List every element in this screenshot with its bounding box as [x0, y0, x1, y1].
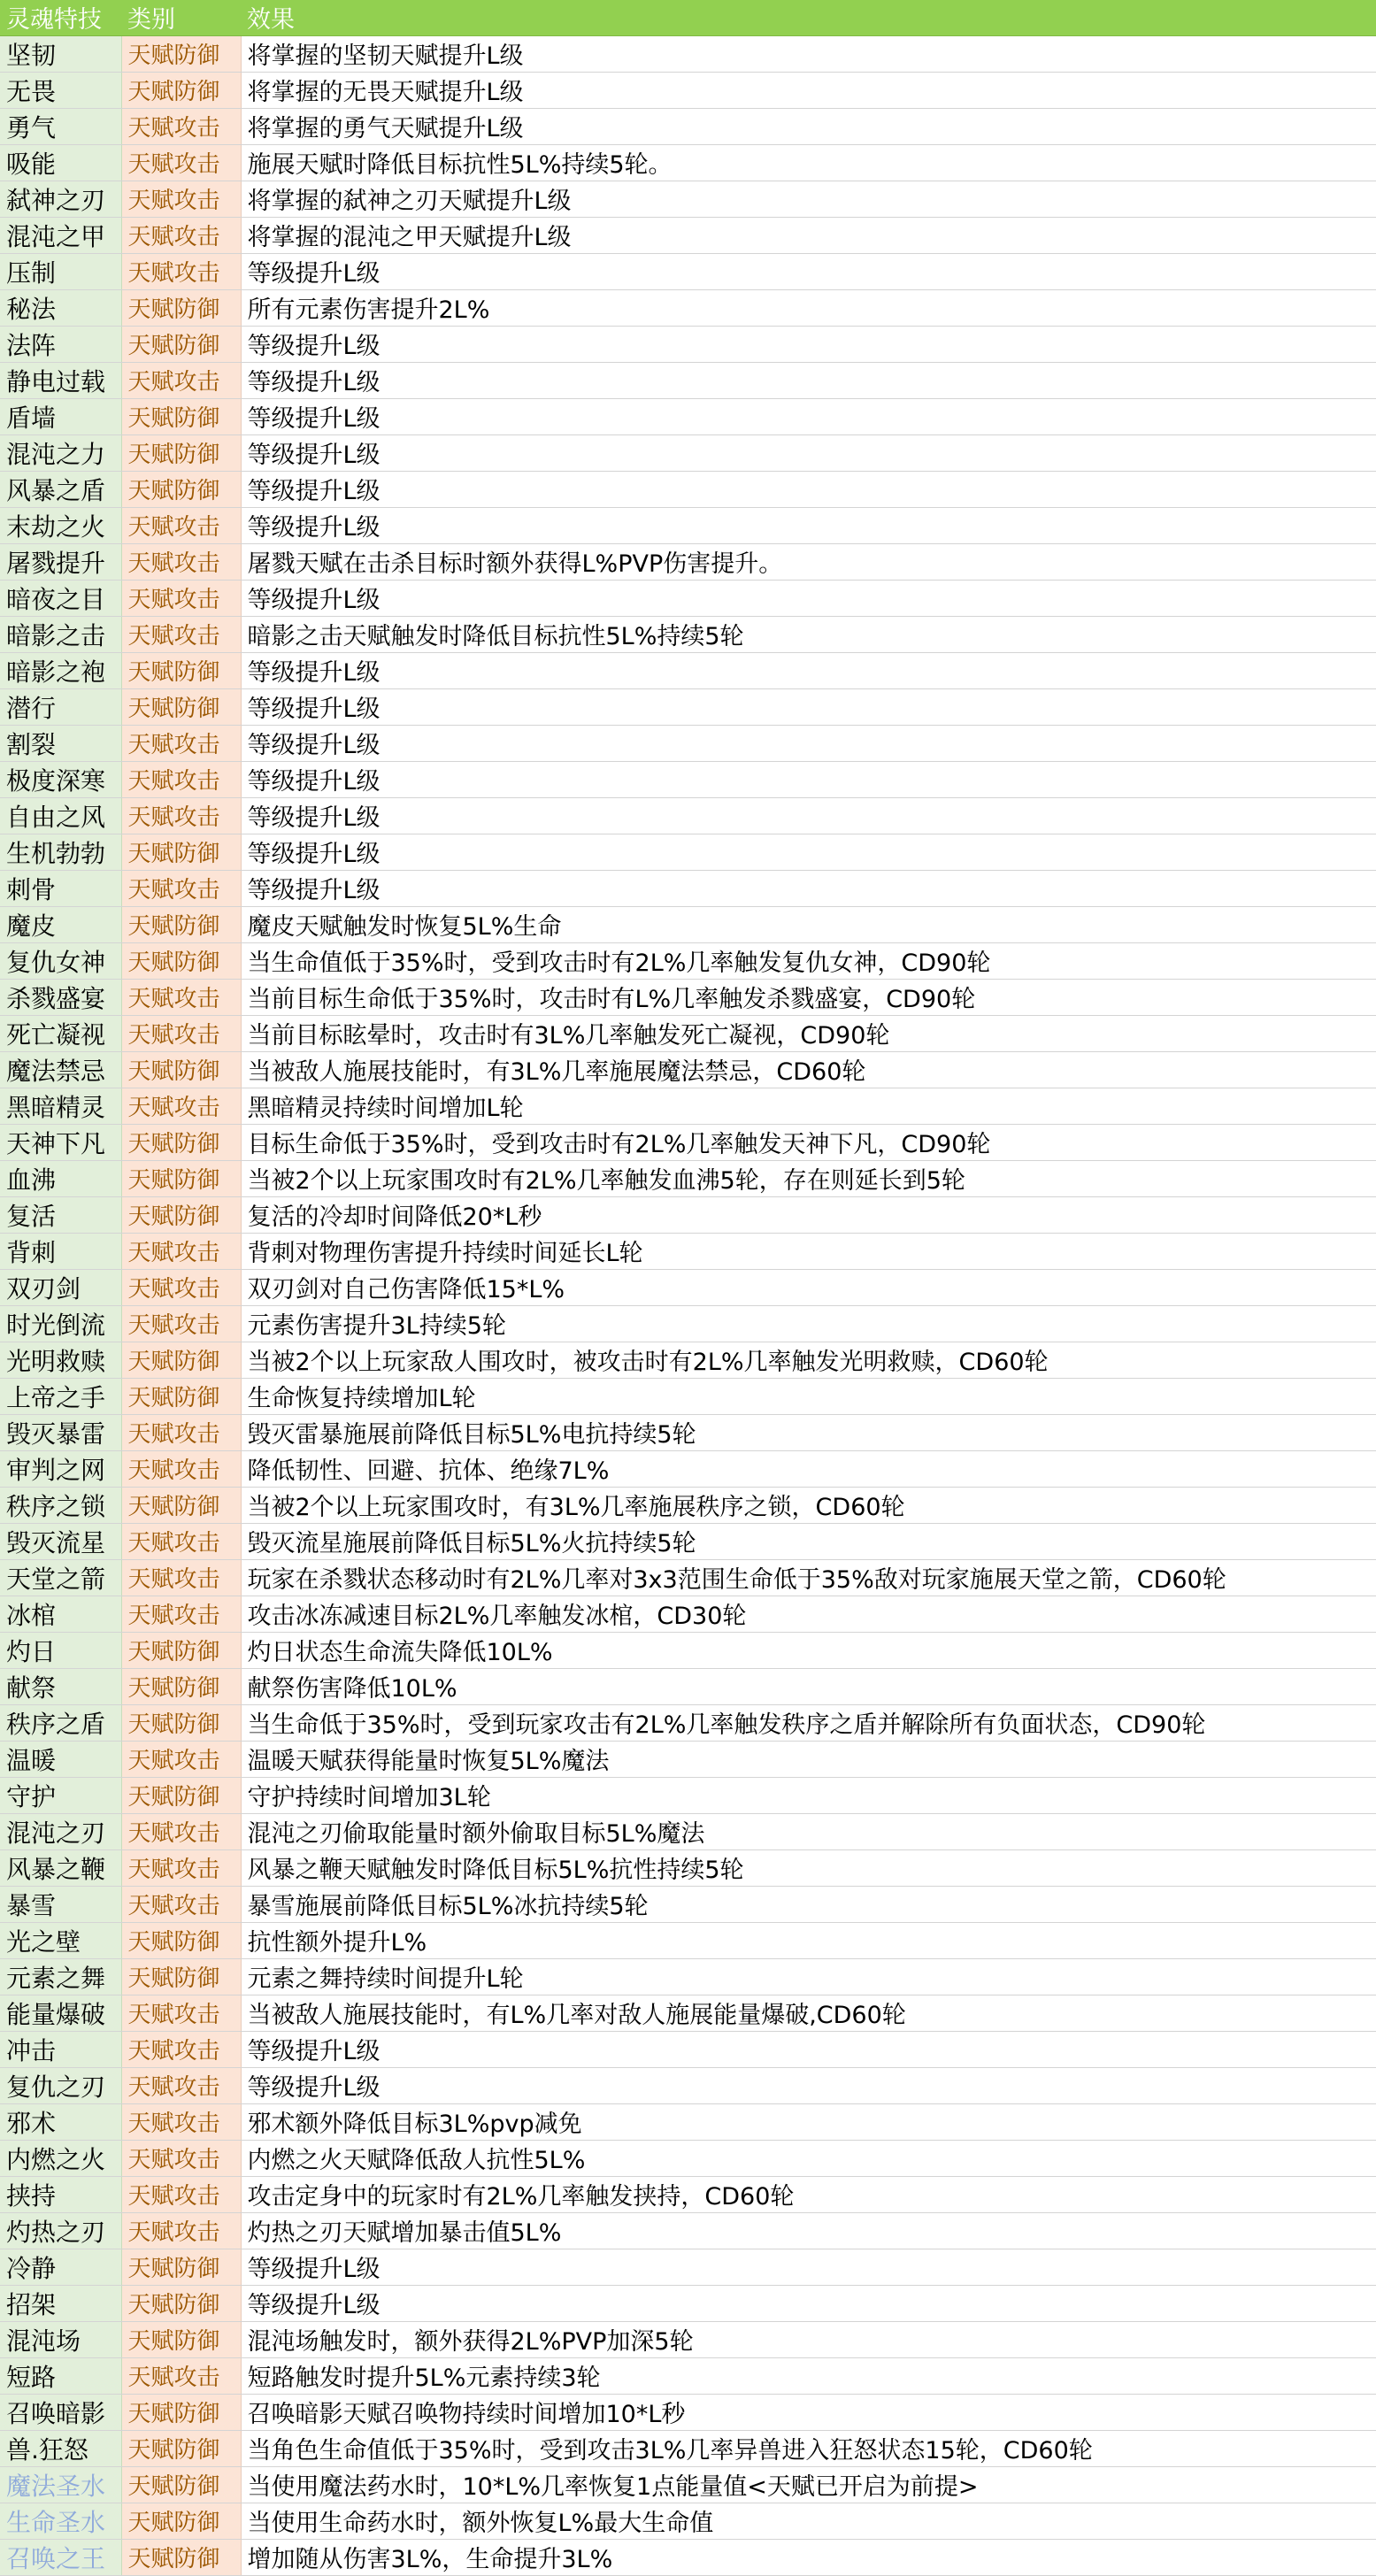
category-cell[interactable]: 天赋防御 — [121, 471, 241, 507]
effect-cell[interactable]: 等级提升L级 — [241, 362, 1376, 398]
category-cell[interactable]: 天赋攻击 — [121, 1414, 241, 1450]
skill-name-cell[interactable]: 毁灭流星 — [0, 1523, 121, 1559]
skill-name-cell[interactable]: 复活 — [0, 1196, 121, 1233]
skill-name-cell[interactable]: 坚韧 — [0, 35, 121, 72]
table-row — [0, 834, 1376, 870]
skill-name-cell[interactable]: 自由之风 — [0, 797, 121, 834]
effect-cell[interactable]: 等级提升L级 — [241, 398, 1376, 434]
table-row — [0, 1088, 1376, 1124]
category-cell[interactable]: 天赋攻击 — [121, 1741, 241, 1777]
effect-cell[interactable]: 等级提升L级 — [241, 834, 1376, 870]
skill-name-cell[interactable]: 风暴之鞭 — [0, 1849, 121, 1886]
effect-cell[interactable]: 等级提升L级 — [241, 2031, 1376, 2067]
category-cell[interactable]: 天赋防御 — [121, 2249, 241, 2285]
effect-cell[interactable]: 复活的冷却时间降低20*L秒 — [241, 1196, 1376, 1233]
table-row — [0, 1450, 1376, 1487]
skill-name-cell[interactable]: 黑暗精灵 — [0, 1088, 121, 1124]
table-row — [0, 2430, 1376, 2466]
table-row — [0, 1813, 1376, 1849]
table-row — [0, 398, 1376, 434]
skill-name-cell[interactable]: 暗夜之目 — [0, 580, 121, 616]
table-row — [0, 1922, 1376, 1958]
skill-name-cell[interactable]: 血沸 — [0, 1160, 121, 1196]
table-row — [0, 1160, 1376, 1196]
table-row — [0, 2466, 1376, 2503]
effect-cell[interactable]: 生命恢复持续增加L轮 — [241, 1378, 1376, 1414]
skill-name-cell[interactable]: 冲击 — [0, 2031, 121, 2067]
category-cell[interactable]: 天赋攻击 — [121, 1088, 241, 1124]
table-row — [0, 1849, 1376, 1886]
skill-name-cell[interactable]: 屠戮提升 — [0, 543, 121, 580]
category-cell[interactable]: 天赋防御 — [121, 2394, 241, 2430]
table-row — [0, 2212, 1376, 2249]
table-row — [0, 326, 1376, 362]
effect-cell[interactable]: 短路触发时提升5L%元素持续3轮 — [241, 2357, 1376, 2394]
category-cell[interactable]: 天赋攻击 — [121, 1233, 241, 1269]
effect-cell[interactable]: 灼日状态生命流失降低10L% — [241, 1632, 1376, 1668]
skill-name-cell[interactable]: 审判之网 — [0, 1450, 121, 1487]
category-cell[interactable]: 天赋防御 — [121, 1922, 241, 1958]
skill-name-cell[interactable]: 光明救赎 — [0, 1342, 121, 1378]
effect-cell[interactable]: 等级提升L级 — [241, 326, 1376, 362]
table-row — [0, 1269, 1376, 1305]
skill-name-cell[interactable]: 秩序之锁 — [0, 1487, 121, 1523]
effect-cell[interactable]: 等级提升L级 — [241, 797, 1376, 834]
table-row — [0, 181, 1376, 217]
skill-name-cell[interactable]: 割裂 — [0, 725, 121, 761]
table-row — [0, 1741, 1376, 1777]
skill-name-cell[interactable]: 暴雪 — [0, 1886, 121, 1922]
skill-name-cell[interactable]: 秘法 — [0, 289, 121, 326]
effect-cell[interactable]: 等级提升L级 — [241, 2249, 1376, 2285]
effect-cell[interactable]: 攻击冰冻减速目标2L%几率触发冰棺，CD30轮 — [241, 1596, 1376, 1632]
table-row — [0, 1305, 1376, 1342]
table-row — [0, 652, 1376, 688]
category-cell[interactable]: 天赋攻击 — [121, 1813, 241, 1849]
table-row — [0, 1196, 1376, 1233]
category-cell[interactable]: 天赋防御 — [121, 2321, 241, 2357]
skill-name-cell[interactable]: 静电过载 — [0, 362, 121, 398]
table-row — [0, 2067, 1376, 2103]
category-cell[interactable]: 天赋攻击 — [121, 2067, 241, 2103]
skill-name-cell[interactable]: 混沌之力 — [0, 434, 121, 471]
table-row — [0, 1124, 1376, 1160]
category-cell[interactable]: 天赋防御 — [121, 1487, 241, 1523]
skill-name-cell[interactable]: 潜行 — [0, 688, 121, 725]
table-row — [0, 906, 1376, 942]
skill-name-cell[interactable]: 勇气 — [0, 108, 121, 144]
effect-cell[interactable]: 魔皮天赋触发时恢复5L%生命 — [241, 906, 1376, 942]
category-cell[interactable]: 天赋防御 — [121, 35, 241, 72]
skill-name-cell[interactable]: 生机勃勃 — [0, 834, 121, 870]
effect-cell[interactable]: 毁灭雷暴施展前降低目标5L%电抗持续5轮 — [241, 1414, 1376, 1450]
effect-cell[interactable]: 当使用生命药水时，额外恢复L%最大生命值 — [241, 2503, 1376, 2539]
effect-cell[interactable]: 当角色生命值低于35%时，受到攻击3L%几率异兽进入狂怒状态15轮，CD60轮 — [241, 2430, 1376, 2466]
effect-cell[interactable]: 等级提升L级 — [241, 652, 1376, 688]
skill-name-cell[interactable]: 盾墙 — [0, 398, 121, 434]
header-row — [0, 0, 1376, 35]
skill-name-cell[interactable]: 招架 — [0, 2285, 121, 2321]
table-row — [0, 1487, 1376, 1523]
category-cell[interactable]: 天赋攻击 — [121, 870, 241, 906]
effect-cell[interactable]: 等级提升L级 — [241, 761, 1376, 797]
skill-name-cell[interactable]: 末劫之火 — [0, 507, 121, 543]
category-cell[interactable]: 天赋攻击 — [121, 1596, 241, 1632]
effect-cell[interactable]: 等级提升L级 — [241, 2285, 1376, 2321]
table-row — [0, 1523, 1376, 1559]
table-row — [0, 35, 1376, 72]
effect-cell[interactable]: 毁灭流星施展前降低目标5L%火抗持续5轮 — [241, 1523, 1376, 1559]
skill-name-cell[interactable]: 元素之舞 — [0, 1958, 121, 1995]
skill-name-cell[interactable]: 暗影之击 — [0, 616, 121, 652]
category-cell[interactable]: 天赋防御 — [121, 2285, 241, 2321]
category-cell[interactable]: 天赋攻击 — [121, 217, 241, 253]
table-row — [0, 434, 1376, 471]
effect-cell[interactable]: 温暖天赋获得能量时恢复5L%魔法 — [241, 1741, 1376, 1777]
table-row — [0, 1559, 1376, 1596]
category-cell[interactable]: 天赋防御 — [121, 942, 241, 979]
table-row — [0, 797, 1376, 834]
category-cell[interactable]: 天赋防御 — [121, 326, 241, 362]
skill-name-cell[interactable]: 法阵 — [0, 326, 121, 362]
table-row — [0, 362, 1376, 398]
effect-cell[interactable]: 施展天赋时降低目标抗性5L%持续5轮。 — [241, 144, 1376, 181]
table-row — [0, 1596, 1376, 1632]
table-row — [0, 1704, 1376, 1741]
effect-cell[interactable]: 将掌握的弑神之刃天赋提升L级 — [241, 181, 1376, 217]
skill-name-cell[interactable]: 混沌之刃 — [0, 1813, 121, 1849]
skill-name-cell[interactable]: 短路 — [0, 2357, 121, 2394]
table-row — [0, 2539, 1376, 2575]
effect-cell[interactable]: 内燃之火天赋降低敌人抗性5L% — [241, 2140, 1376, 2176]
effect-cell[interactable]: 双刃剑对自己伤害降低15*L% — [241, 1269, 1376, 1305]
skill-name-cell[interactable]: 召唤暗影 — [0, 2394, 121, 2430]
skill-name-cell[interactable]: 兽.狂怒 — [0, 2430, 121, 2466]
category-cell[interactable]: 天赋攻击 — [121, 2031, 241, 2067]
category-cell[interactable]: 天赋攻击 — [121, 507, 241, 543]
table-row — [0, 1015, 1376, 1051]
category-cell[interactable]: 天赋防御 — [121, 1777, 241, 1813]
table-row — [0, 507, 1376, 543]
category-cell[interactable]: 天赋防御 — [121, 1196, 241, 1233]
skill-name-cell[interactable]: 献祭 — [0, 1668, 121, 1704]
category-cell[interactable]: 天赋防御 — [121, 652, 241, 688]
header-name[interactable]: 灵魂特技 — [0, 0, 121, 35]
skill-name-cell[interactable]: 邪术 — [0, 2103, 121, 2140]
table-row — [0, 2321, 1376, 2357]
effect-cell[interactable]: 混沌之刃偷取能量时额外偷取目标5L%魔法 — [241, 1813, 1376, 1849]
table-row — [0, 979, 1376, 1015]
category-cell[interactable]: 天赋攻击 — [121, 2140, 241, 2176]
effect-cell[interactable]: 所有元素伤害提升2L% — [241, 289, 1376, 326]
effect-cell[interactable]: 当使用魔法药水时，10*L%几率恢复1点能量值<天赋已开启为前提> — [241, 2466, 1376, 2503]
table-row — [0, 72, 1376, 108]
effect-cell[interactable]: 当被2个以上玩家围攻时有2L%几率触发血沸5轮，存在则延长到5轮 — [241, 1160, 1376, 1196]
category-cell[interactable]: 天赋攻击 — [121, 616, 241, 652]
category-cell[interactable]: 天赋防御 — [121, 434, 241, 471]
skill-name-cell[interactable]: 时光倒流 — [0, 1305, 121, 1342]
effect-cell[interactable]: 献祭伤害降低10L% — [241, 1668, 1376, 1704]
category-cell[interactable]: 天赋防御 — [121, 1958, 241, 1995]
category-cell[interactable]: 天赋防御 — [121, 834, 241, 870]
effect-cell[interactable]: 等级提升L级 — [241, 434, 1376, 471]
effect-cell[interactable]: 增加随从伤害3L%，生命提升3L% — [241, 2539, 1376, 2575]
skill-name-cell[interactable]: 灼日 — [0, 1632, 121, 1668]
category-cell[interactable]: 天赋防御 — [121, 1704, 241, 1741]
category-cell[interactable]: 天赋防御 — [121, 1668, 241, 1704]
category-cell[interactable]: 天赋防御 — [121, 1632, 241, 1668]
table-row — [0, 1668, 1376, 1704]
category-cell[interactable]: 天赋攻击 — [121, 1849, 241, 1886]
skill-name-cell[interactable]: 天神下凡 — [0, 1124, 121, 1160]
category-cell[interactable]: 天赋攻击 — [121, 2212, 241, 2249]
skill-name-cell[interactable]: 极度深寒 — [0, 761, 121, 797]
category-cell[interactable]: 天赋防御 — [121, 906, 241, 942]
category-cell[interactable]: 天赋攻击 — [121, 1269, 241, 1305]
effect-cell[interactable]: 当被敌人施展技能时，有3L%几率施展魔法禁忌，CD60轮 — [241, 1051, 1376, 1088]
skill-name-cell[interactable]: 风暴之盾 — [0, 471, 121, 507]
table-row — [0, 144, 1376, 181]
category-cell[interactable]: 天赋防御 — [121, 2466, 241, 2503]
effect-cell[interactable]: 屠戮天赋在击杀目标时额外获得L%PVP伤害提升。 — [241, 543, 1376, 580]
skill-name-cell[interactable]: 吸能 — [0, 144, 121, 181]
effect-cell[interactable]: 等级提升L级 — [241, 507, 1376, 543]
table-row — [0, 1777, 1376, 1813]
skill-name-cell[interactable]: 无畏 — [0, 72, 121, 108]
table-row — [0, 543, 1376, 580]
table-row — [0, 2103, 1376, 2140]
effect-cell[interactable]: 元素之舞持续时间提升L轮 — [241, 1958, 1376, 1995]
effect-cell[interactable]: 等级提升L级 — [241, 2067, 1376, 2103]
effect-cell[interactable]: 召唤暗影天赋召唤物持续时间增加10*L秒 — [241, 2394, 1376, 2430]
effect-cell[interactable]: 攻击定身中的玩家时有2L%几率触发挟持，CD60轮 — [241, 2176, 1376, 2212]
category-cell[interactable]: 天赋防御 — [121, 1051, 241, 1088]
header-category[interactable]: 类别 — [121, 0, 241, 35]
table-row — [0, 688, 1376, 725]
table-row — [0, 253, 1376, 289]
table-row — [0, 1342, 1376, 1378]
table-row — [0, 2503, 1376, 2539]
category-cell[interactable]: 天赋防御 — [121, 289, 241, 326]
skill-name-cell[interactable]: 光之壁 — [0, 1922, 121, 1958]
effect-cell[interactable]: 抗性额外提升L% — [241, 1922, 1376, 1958]
skill-name-cell[interactable]: 刺骨 — [0, 870, 121, 906]
table-row — [0, 2176, 1376, 2212]
table-row — [0, 1378, 1376, 1414]
skill-name-cell[interactable]: 毁灭暴雷 — [0, 1414, 121, 1450]
header-effect[interactable]: 效果 — [241, 0, 1376, 35]
skill-name-cell[interactable]: 秩序之盾 — [0, 1704, 121, 1741]
effect-cell[interactable]: 等级提升L级 — [241, 471, 1376, 507]
effect-cell[interactable]: 降低韧性、回避、抗体、绝缘7L% — [241, 1450, 1376, 1487]
skill-name-cell[interactable]: 混沌场 — [0, 2321, 121, 2357]
category-cell[interactable]: 天赋防御 — [121, 1342, 241, 1378]
effect-cell[interactable]: 玩家在杀戮状态移动时有2L%几率对3x3范围生命低于35%敌对玩家施展天堂之箭，CD60轮 — [241, 1559, 1376, 1596]
skill-name-cell[interactable]: 内燃之火 — [0, 2140, 121, 2176]
table-row — [0, 1886, 1376, 1922]
effect-cell[interactable]: 将掌握的混沌之甲天赋提升L级 — [241, 217, 1376, 253]
effect-cell[interactable]: 当被2个以上玩家敌人围攻时，被攻击时有2L%几率触发光明救赎，CD60轮 — [241, 1342, 1376, 1378]
table-row — [0, 761, 1376, 797]
skill-name-cell[interactable]: 魔法禁忌 — [0, 1051, 121, 1088]
skill-name-cell[interactable]: 死亡凝视 — [0, 1015, 121, 1051]
table-row — [0, 217, 1376, 253]
table-row — [0, 580, 1376, 616]
category-cell[interactable]: 天赋攻击 — [121, 725, 241, 761]
category-cell[interactable]: 天赋攻击 — [121, 2357, 241, 2394]
category-cell[interactable]: 天赋攻击 — [121, 2176, 241, 2212]
category-cell[interactable]: 天赋攻击 — [121, 543, 241, 580]
category-cell[interactable]: 天赋防御 — [121, 1124, 241, 1160]
table-row — [0, 616, 1376, 652]
table-row — [0, 1233, 1376, 1269]
skill-name-cell[interactable]: 压制 — [0, 253, 121, 289]
skill-name-cell[interactable]: 上帝之手 — [0, 1378, 121, 1414]
effect-cell[interactable]: 邪术额外降低目标3L%pvp减免 — [241, 2103, 1376, 2140]
effect-cell[interactable]: 当被敌人施展技能时，有L%几率对敌人施展能量爆破,CD60轮 — [241, 1995, 1376, 2031]
skill-name-cell[interactable]: 冰棺 — [0, 1596, 121, 1632]
category-cell[interactable]: 天赋防御 — [121, 72, 241, 108]
category-cell[interactable]: 天赋攻击 — [121, 1995, 241, 2031]
category-cell[interactable]: 天赋攻击 — [121, 253, 241, 289]
category-cell[interactable]: 天赋攻击 — [121, 761, 241, 797]
skill-name-cell[interactable]: 挟持 — [0, 2176, 121, 2212]
skill-name-cell[interactable]: 灼热之刃 — [0, 2212, 121, 2249]
effect-cell[interactable]: 守护持续时间增加3L轮 — [241, 1777, 1376, 1813]
effect-cell[interactable]: 当前目标生命低于35%时，攻击时有L%几率触发杀戮盛宴，CD90轮 — [241, 979, 1376, 1015]
category-cell[interactable]: 天赋攻击 — [121, 1015, 241, 1051]
effect-cell[interactable]: 黑暗精灵持续时间增加L轮 — [241, 1088, 1376, 1124]
effect-cell[interactable]: 暴雪施展前降低目标5L%冰抗持续5轮 — [241, 1886, 1376, 1922]
skill-name-cell[interactable]: 杀戮盛宴 — [0, 979, 121, 1015]
category-cell[interactable]: 天赋防御 — [121, 2430, 241, 2466]
category-cell[interactable]: 天赋攻击 — [121, 1523, 241, 1559]
category-cell[interactable]: 天赋防御 — [121, 2503, 241, 2539]
table-row — [0, 2140, 1376, 2176]
effect-cell[interactable]: 等级提升L级 — [241, 580, 1376, 616]
table-row — [0, 2249, 1376, 2285]
category-cell[interactable]: 天赋攻击 — [121, 2103, 241, 2140]
table-row — [0, 289, 1376, 326]
skill-name-cell[interactable]: 守护 — [0, 1777, 121, 1813]
skill-name-cell[interactable]: 温暖 — [0, 1741, 121, 1777]
effect-cell[interactable]: 将掌握的无畏天赋提升L级 — [241, 72, 1376, 108]
category-cell[interactable]: 天赋攻击 — [121, 1450, 241, 1487]
table-row — [0, 108, 1376, 144]
effect-cell[interactable]: 暗影之击天赋触发时降低目标抗性5L%持续5轮 — [241, 616, 1376, 652]
effect-cell[interactable]: 当生命低于35%时，受到玩家攻击有2L%几率触发秩序之盾并解除所有负面状态，CD90轮 — [241, 1704, 1376, 1741]
table-row — [0, 2394, 1376, 2430]
skill-name-cell[interactable]: 复仇女神 — [0, 942, 121, 979]
table-row — [0, 1632, 1376, 1668]
effect-cell[interactable]: 当被2个以上玩家围攻时，有3L%几率施展秩序之锁，CD60轮 — [241, 1487, 1376, 1523]
skill-name-cell[interactable]: 魔法圣水 — [0, 2466, 121, 2503]
table-row — [0, 1995, 1376, 2031]
skill-name-cell[interactable]: 双刃剑 — [0, 1269, 121, 1305]
category-cell[interactable]: 天赋攻击 — [121, 580, 241, 616]
table-row — [0, 1958, 1376, 1995]
effect-cell[interactable]: 将掌握的勇气天赋提升L级 — [241, 108, 1376, 144]
effect-cell[interactable]: 将掌握的坚韧天赋提升L级 — [241, 35, 1376, 72]
skill-name-cell[interactable]: 召唤之王 — [0, 2539, 121, 2575]
table-row — [0, 471, 1376, 507]
effect-cell[interactable]: 等级提升L级 — [241, 253, 1376, 289]
skill-name-cell[interactable]: 背刺 — [0, 1233, 121, 1269]
category-cell[interactable]: 天赋攻击 — [121, 144, 241, 181]
category-cell[interactable]: 天赋攻击 — [121, 108, 241, 144]
skill-name-cell[interactable]: 弑神之刃 — [0, 181, 121, 217]
category-cell[interactable]: 天赋防御 — [121, 1160, 241, 1196]
category-cell[interactable]: 天赋攻击 — [121, 362, 241, 398]
effect-cell[interactable]: 风暴之鞭天赋触发时降低目标5L%抗性持续5轮 — [241, 1849, 1376, 1886]
effect-cell[interactable]: 灼热之刃天赋增加暴击值5L% — [241, 2212, 1376, 2249]
table-row — [0, 1051, 1376, 1088]
table-row — [0, 725, 1376, 761]
skill-name-cell[interactable]: 能量爆破 — [0, 1995, 121, 2031]
table-row — [0, 942, 1376, 979]
category-cell[interactable]: 天赋攻击 — [121, 181, 241, 217]
category-cell[interactable]: 天赋防御 — [121, 2539, 241, 2575]
skill-name-cell[interactable]: 复仇之刃 — [0, 2067, 121, 2103]
effect-cell[interactable]: 等级提升L级 — [241, 688, 1376, 725]
effect-cell[interactable]: 等级提升L级 — [241, 870, 1376, 906]
skill-name-cell[interactable]: 天堂之箭 — [0, 1559, 121, 1596]
table-row — [0, 2031, 1376, 2067]
table-row — [0, 1414, 1376, 1450]
category-cell[interactable]: 天赋防御 — [121, 398, 241, 434]
table-row — [0, 870, 1376, 906]
category-cell[interactable]: 天赋攻击 — [121, 979, 241, 1015]
skill-name-cell[interactable]: 魔皮 — [0, 906, 121, 942]
category-cell[interactable]: 天赋攻击 — [121, 1305, 241, 1342]
category-cell[interactable]: 天赋防御 — [121, 1378, 241, 1414]
category-cell[interactable]: 天赋攻击 — [121, 797, 241, 834]
skill-name-cell[interactable]: 生命圣水 — [0, 2503, 121, 2539]
table-row — [0, 2357, 1376, 2394]
effect-cell[interactable]: 当前目标眩晕时，攻击时有3L%几率触发死亡凝视，CD90轮 — [241, 1015, 1376, 1051]
effect-cell[interactable]: 当生命值低于35%时，受到攻击时有2L%几率触发复仇女神，CD90轮 — [241, 942, 1376, 979]
table-row — [0, 2285, 1376, 2321]
category-cell[interactable]: 天赋攻击 — [121, 1886, 241, 1922]
skill-name-cell[interactable]: 混沌之甲 — [0, 217, 121, 253]
effect-cell[interactable]: 等级提升L级 — [241, 725, 1376, 761]
category-cell[interactable]: 天赋攻击 — [121, 1559, 241, 1596]
effect-cell[interactable]: 目标生命低于35%时，受到攻击时有2L%几率触发天神下凡，CD90轮 — [241, 1124, 1376, 1160]
effect-cell[interactable]: 背刺对物理伤害提升持续时间延长L轮 — [241, 1233, 1376, 1269]
effect-cell[interactable]: 元素伤害提升3L持续5轮 — [241, 1305, 1376, 1342]
category-cell[interactable]: 天赋防御 — [121, 688, 241, 725]
effect-cell[interactable]: 混沌场触发时，额外获得2L%PVP加深5轮 — [241, 2321, 1376, 2357]
skill-name-cell[interactable]: 暗影之袍 — [0, 652, 121, 688]
skill-name-cell[interactable]: 冷静 — [0, 2249, 121, 2285]
